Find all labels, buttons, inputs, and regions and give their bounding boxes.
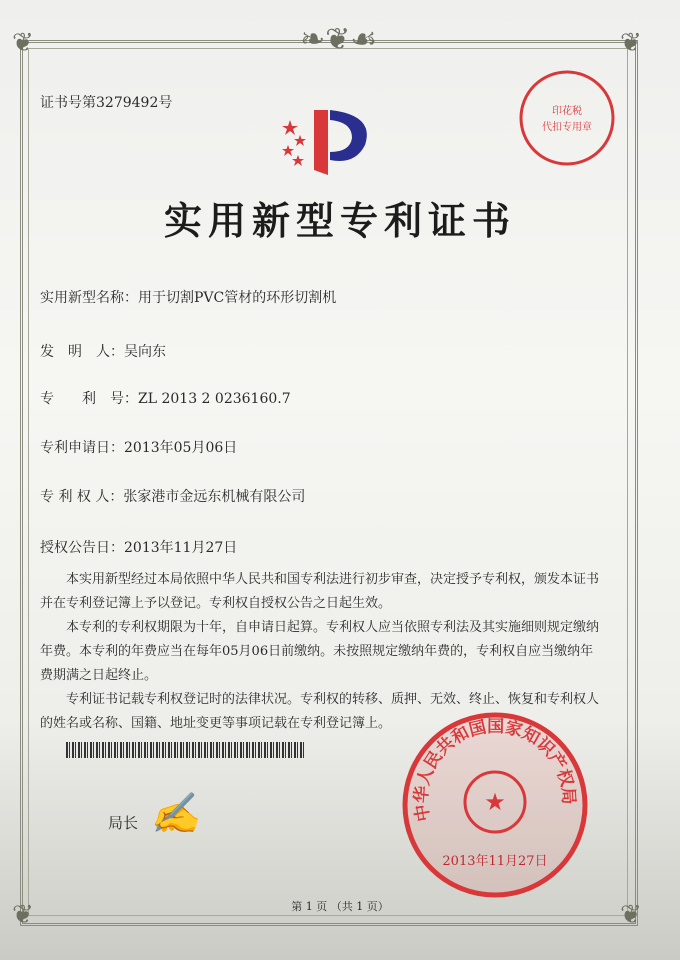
- body-paragraph: 本专利的专利权期限为十年，自申请日起算。专利权人应当依照专利法及其实施细则规定缴纳年费。本专利的年费应当在每年05月06日前缴纳。未按照规定缴纳年费的，专利权自应当缴纳年费期满之日起终止。: [40, 620, 600, 683]
- field-patent-number: 专 利 号：ZL 2013 2 0236160.7: [40, 391, 291, 407]
- svg-text:印花税: 印花税: [552, 106, 582, 117]
- corner-ornament: ❦: [12, 28, 34, 58]
- corner-ornament: ❦: [620, 900, 642, 930]
- certificate-title: 实用新型专利证书: [163, 198, 516, 243]
- director-signature: ✍: [150, 791, 200, 837]
- svg-text:中华人民共和国国家知识产权局: 中华人民共和国国家知识产权局: [411, 716, 579, 823]
- page-footer: 第 1 页 （共 1 页）: [291, 900, 389, 913]
- svg-text:2013年11月27日: 2013年11月27日: [442, 854, 548, 869]
- stamp-tax-seal: [512, 68, 622, 168]
- field-filing-date: 专利申请日：2013年05月06日: [40, 440, 238, 456]
- field-inventor: 发 明 人：吴向东: [40, 344, 166, 360]
- svg-text:★: ★: [484, 788, 506, 816]
- corner-ornament: ❦: [12, 900, 34, 930]
- field-patentee: 专 利 权 人：张家港市金远东机械有限公司: [40, 489, 306, 505]
- svg-text:代扣专用章: 代扣专用章: [542, 122, 592, 133]
- barcode: [66, 742, 306, 758]
- body-paragraph: 本实用新型经过本局依照中华人民共和国专利法进行初步审查，决定授予专利权，颁发本证书并在专利登记簿上予以登记。专利权自授权公告之日起生效。: [40, 572, 600, 611]
- cnipa-logo: [270, 100, 390, 180]
- corner-ornament: ❦: [620, 28, 642, 58]
- body-paragraph: 专利证书记载专利权登记时的法律状况。专利权的转移、质押、无效、终止、恢复和专利权人的姓名或名称、国籍、地址变更等事项记载在专利登记簿上。: [40, 692, 600, 731]
- field-grant-date: 授权公告日：2013年11月27日: [40, 540, 238, 556]
- director-label: 局长: [108, 814, 139, 832]
- field-utility-model-name: 实用新型名称：用于切割PVC管材的环形切割机: [40, 290, 337, 306]
- official-seal: [400, 710, 590, 900]
- top-ornament: ❧❦☙: [300, 22, 378, 57]
- certificate-number: 证书号第3279492号: [40, 95, 173, 111]
